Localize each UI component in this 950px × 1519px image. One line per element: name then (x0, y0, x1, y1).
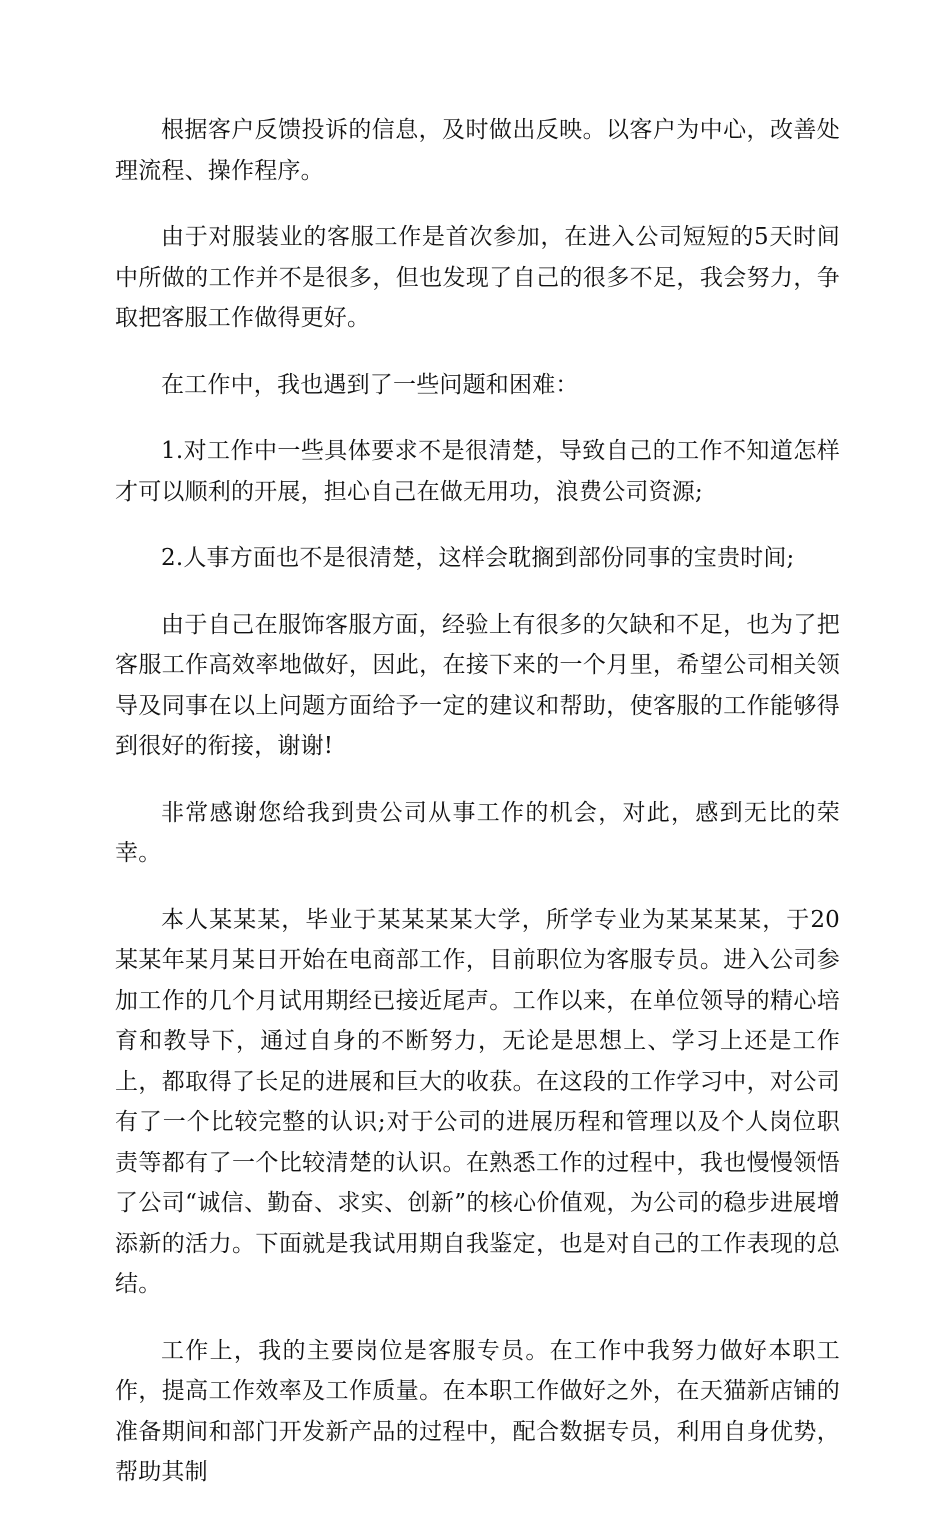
document-body (115, 110, 840, 1519)
paragraph-2: 由于对服装业的客服工作是首次参加，在进入公司短短的5天时间中所做的工作并不是很多，但也发现了自己的很多不足，我会努力，争取把客服工作做得更好。 (115, 224, 840, 331)
paragraph-1: 根据客户反馈投诉的信息，及时做出反映。以客户为中心，改善处理流程、操作程序。 (115, 117, 840, 184)
paragraph-8: 本人某某某，毕业于某某某某大学，所学专业为某某某某，于20某某年某月某日开始在电商部工作，目前职位为客服专员。进入公司参加工作的几个月试用期经已接近尾声。工作以来，在单位领导的精心培育和教导下，通过自身的不断努力，无论是思想上、学习上还是工作上，都取得了长足的进展和巨大的收获。在这段的工作学习中，对公司有了一个比较完整的认识;对于公司的进展历程和管理以及个人岗位职责等都有了一个比较清楚的认识。在熟悉工作的过程中，我也慢慢领悟了公司“诚信、勤奋、求实、创新”的核心价值观，为公司的稳步进展增添新的活力。下面就是我试用期自我鉴定，也是对自己的工作表现的总结。 (115, 906, 840, 1297)
paragraph-9: 工作上，我的主要岗位是客服专员。在工作中我努力做好本职工作，提高工作效率及工作质量。在本职工作做好之外，在天猫新店铺的准备期间和部门开发新产品的过程中，配合数据专员，利用自身优势，帮助其制 (115, 1337, 840, 1485)
paragraph-3: 在工作中，我也遇到了一些问题和困难： (161, 371, 579, 398)
paragraph-7: 非常感谢您给我到贵公司从事工作的机会，对此，感到无比的荣幸。 (115, 799, 840, 866)
paragraph-4: 1.对工作中一些具体要求不是很清楚，导致自己的工作不知道怎样才可以顺利的开展，担心自己在做无用功，浪费公司资源; (115, 438, 840, 505)
paragraph-5: 2.人事方面也不是很清楚，这样会耽搁到部份同事的宝贵时间; (161, 545, 795, 571)
paragraph-6: 由于自己在服饰客服方面，经验上有很多的欠缺和不足，也为了把客服工作高效率地做好，因此，在接下来的一个月里，希望公司相关领导及同事在以上问题方面给予一定的建议和帮助，使客服的工作能够得到很好的衔接，谢谢! (115, 611, 840, 759)
